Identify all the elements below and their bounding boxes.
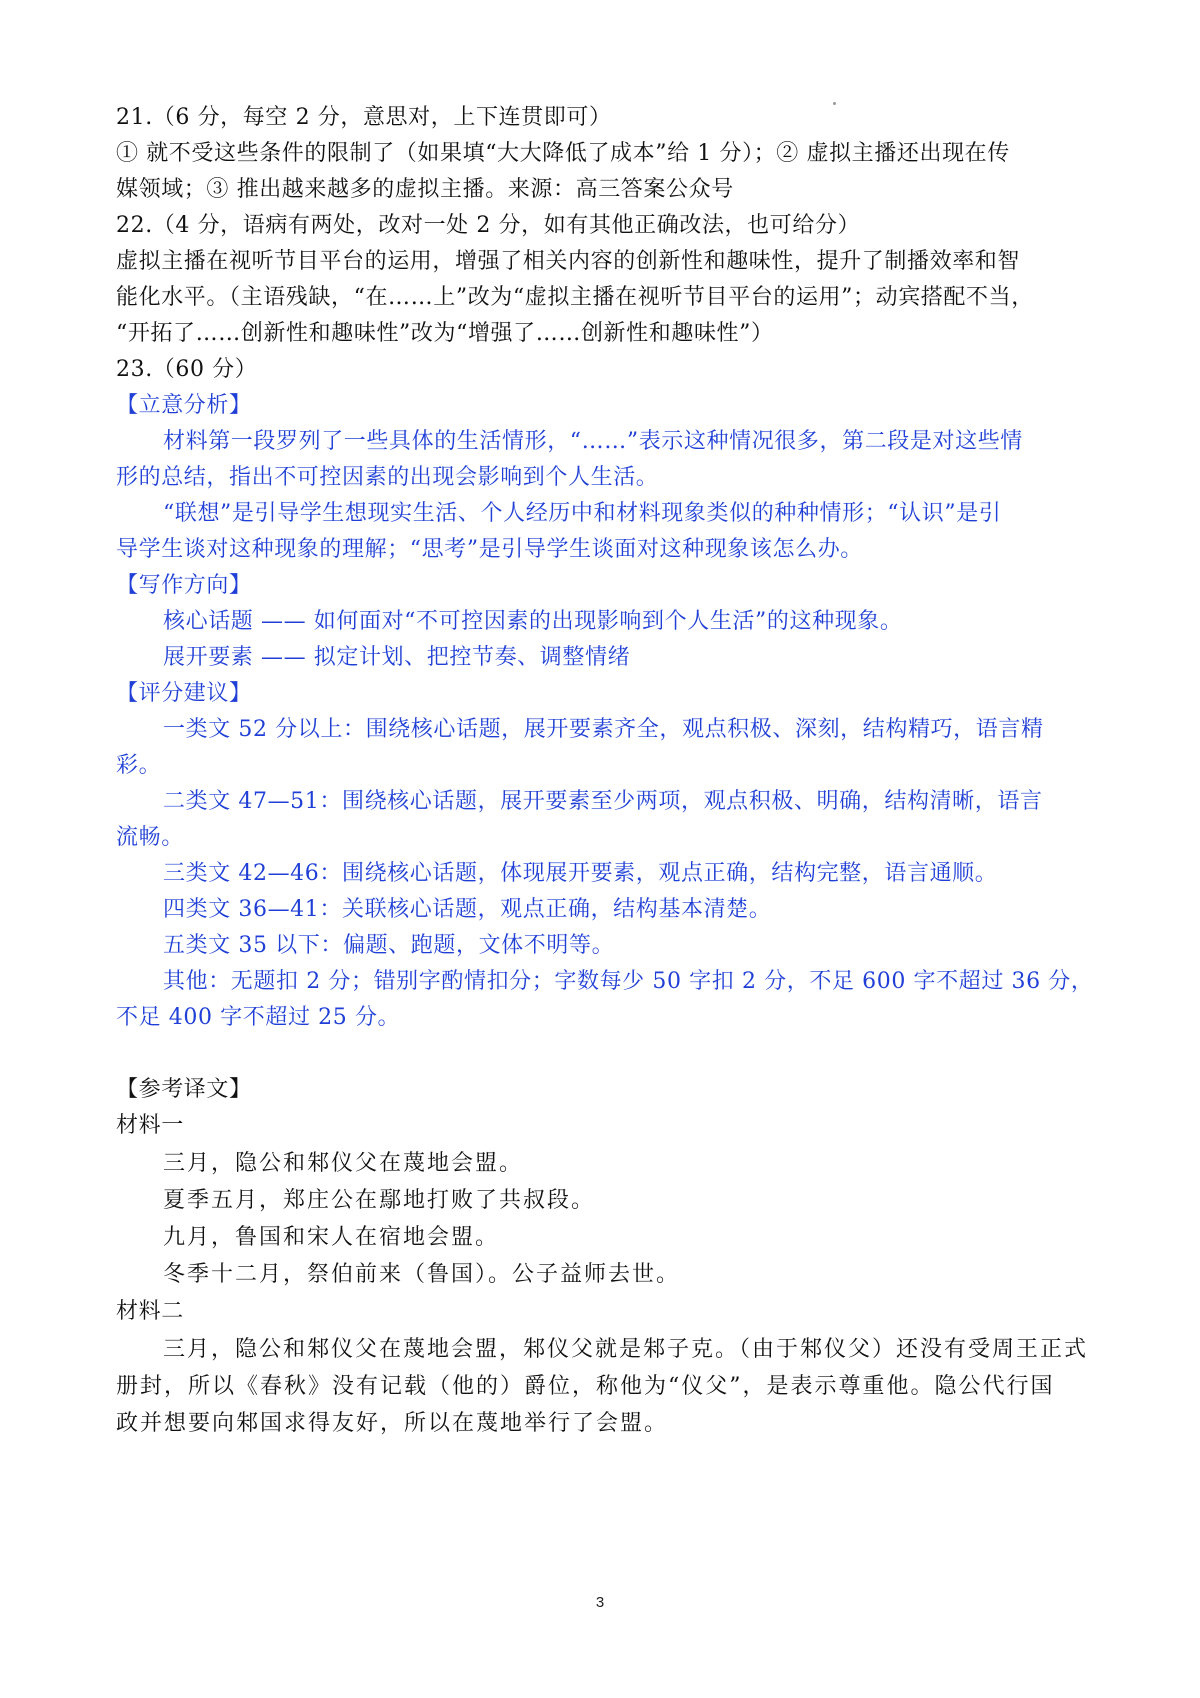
analysis-p2-line-2: 导学生谈对这种现象的理解；“思考”是引导学生谈面对这种现象该怎么办。 — [116, 537, 863, 562]
analysis-p1-line-1: 材料第一段罗列了一些具体的生活情形，“……”表示这种情况很多，第二段是对这些情 — [163, 429, 1023, 454]
direction-core-topic: 核心话题 —— 如何面对“不可控因素的出现影响到个人生活”的这种现象。 — [163, 609, 903, 634]
scoring-class-5: 五类文 35 以下：偏题、跑题，文体不明等。 — [163, 933, 615, 958]
scoring-class-4: 四类文 36—41：关联核心话题，观点正确，结构基本清楚。 — [163, 897, 772, 922]
material-1-line-3: 九月，鲁国和宋人在宿地会盟。 — [163, 1225, 500, 1250]
scoring-class-2-line-1: 二类文 47—51：围绕核心话题，展开要素至少两项，观点积极、明确，结构清晰，语言 — [163, 789, 1043, 814]
direction-title: 【写作方向】 — [116, 573, 252, 598]
scoring-class-3: 三类文 42—46：围绕核心话题，体现展开要素，观点正确，结构完整，语言通顺。 — [163, 861, 998, 886]
q21-heading: 21.（6 分，每空 2 分，意思对，上下连贯即可） — [116, 105, 612, 130]
material-2-title: 材料二 — [116, 1299, 184, 1324]
material-1-line-2: 夏季五月，郑庄公在鄢地打败了共叔段。 — [163, 1188, 596, 1213]
material-2-line-1: 三月，隐公和邾仪父在蔑地会盟，邾仪父就是邾子克。（由于邾仪父）还没有受周王正式 — [163, 1337, 1089, 1362]
analysis-title: 【立意分析】 — [116, 393, 252, 418]
scoring-class-1-line-1: 一类文 52 分以上：围绕核心话题，展开要素齐全，观点积极、深刻，结构精巧，语言精 — [163, 717, 1044, 742]
q21-line-1: ① 就不受这些条件的限制了（如果填“大大降低了成本”给 1 分）；② 虚拟主播还出现在传 — [116, 141, 1010, 166]
q21-line-2: 媒领域；③ 推出越来越多的虚拟主播。来源：高三答案公众号 — [116, 177, 734, 202]
scoring-class-1-line-2: 彩。 — [116, 753, 162, 778]
scoring-other-line-2: 不足 400 字不超过 25 分。 — [116, 1005, 401, 1030]
q22-line-3: “开拓了……创新性和趣味性”改为“增强了……创新性和趣味性”） — [116, 321, 774, 346]
translation-title: 【参考译文】 — [116, 1077, 252, 1102]
q22-heading: 22.（4 分，语病有两处，改对一处 2 分，如有其他正确改法，也可给分） — [116, 213, 861, 238]
direction-elements: 展开要素 —— 拟定计划、把控节奏、调整情绪 — [163, 645, 631, 670]
scoring-other-line-1: 其他：无题扣 2 分；错别字酌情扣分；字数每少 50 字扣 2 分，不足 600 字不超过 36 分， — [163, 969, 1094, 994]
material-1-line-4: 冬季十二月，祭伯前来（鲁国）。公子益师去世。 — [163, 1262, 681, 1287]
material-2-line-2: 册封，所以《春秋》没有记载（他的）爵位，称他为“仪父”，是表示尊重他。隐公代行国 — [116, 1374, 1055, 1399]
material-1-line-1: 三月，隐公和邾仪父在蔑地会盟。 — [163, 1151, 524, 1176]
material-2-line-3: 政并想要向邾国求得友好，所以在蔑地举行了会盟。 — [116, 1411, 669, 1436]
page-number: 3 — [595, 1594, 605, 1611]
scoring-title: 【评分建议】 — [116, 681, 252, 706]
analysis-p2-line-1: “联想”是引导学生想现实生活、个人经历中和材料现象类似的种种情形；“认识”是引 — [163, 501, 1002, 526]
q22-line-2: 能化水平。（主语残缺，“在……上”改为“虚拟主播在视听节目平台的运用”；动宾搭配不当， — [116, 285, 1034, 310]
analysis-p1-line-2: 形的总结，指出不可控因素的出现会影响到个人生活。 — [116, 465, 659, 490]
q22-line-1: 虚拟主播在视听节目平台的运用，增强了相关内容的创新性和趣味性，提升了制播效率和智 — [116, 249, 1021, 274]
material-1-title: 材料一 — [116, 1113, 184, 1138]
q23-heading: 23.（60 分） — [116, 357, 258, 382]
scoring-class-2-line-2: 流畅。 — [116, 825, 184, 850]
